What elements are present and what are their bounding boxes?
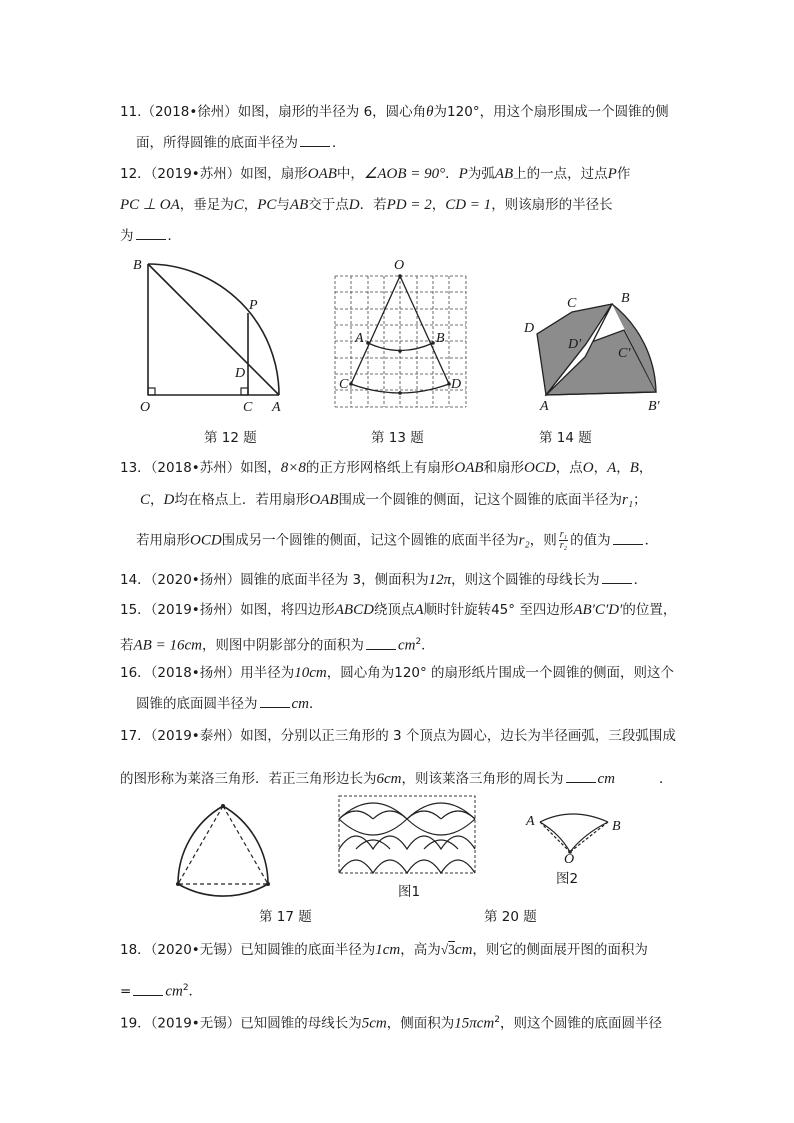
answer-blank[interactable] [602,570,632,584]
reuleaux-triangle [178,806,268,896]
label-d: D [451,377,462,392]
q17-line2: 的图形称为莱洛三角形．若正三角形边长为6cm，则该莱洛三角形的周长为 cm ． [120,771,673,787]
q15-line2: 若AB = 16cm，则图中阴影部分的面积为 $cm^2$． [120,637,435,654]
answer-blank[interactable] [136,226,166,240]
chord-ab [148,264,279,395]
figure-13-caption: 第 13 题 [371,430,424,446]
answer-blank[interactable] [613,531,643,545]
label-o: O [394,258,405,273]
right-angle-c [241,388,248,395]
right-angle-o [148,388,155,395]
answer-blank[interactable] [366,636,396,650]
q18-line2: = $cm^2$． [120,983,203,1000]
figure-13 [328,258,473,413]
q18-line1: 18．（2020•无锡）已知圆锥的底面半径为1cm，高为√3cm，则它的侧面展开图的面积为 [120,942,648,958]
answer-blank[interactable] [566,769,596,783]
figure-20-2 [520,808,630,867]
inner-equilateral-triangle [178,806,268,884]
q13-line2: C，D均在格点上．若用扇形OAB围成一个圆锥的侧面，记这个圆锥的底面半径为r₁； [140,492,647,508]
label-c: C [243,400,253,415]
answer-blank[interactable] [260,694,290,708]
figure-12 [130,255,290,415]
label-p: P [249,298,258,313]
q15-line1: 15．（2019•扬州）如图，将四边形ABCD绕顶点A顺时针旋转45° 至四边形AB′C′D′的位置， [120,602,677,618]
figure-14 [520,290,660,420]
figure-20-2-label: 图2 [556,871,579,887]
label-b: B [621,291,630,306]
sqrt-3: √3 [440,942,455,957]
q11-line1: 11.（2018•徐州）如图，扇形的半径为 6，圆心角θ为120°，用这个扇形围成一个圆锥的侧 [120,104,669,120]
label-o: O [140,400,151,415]
figure-20-caption: 第 20 题 [484,909,537,925]
label-a: A [355,331,364,346]
q12-line3: 为 ． [120,228,181,244]
label-b-prime: B′ [648,399,660,414]
label-c: C [567,296,577,311]
figure-20-1 [336,793,478,878]
label-d: D [524,321,535,336]
label-b: B [133,258,142,273]
q12-line1: 12．（2019•苏州）如图，扇形OAB中，∠AOB = 90°．P为弧AB上的一点，过点P作 [120,166,631,182]
figure-17 [170,800,276,892]
label-d: D [235,366,246,381]
label-a: A [272,400,281,415]
figure-20-1-label: 图1 [398,884,421,900]
answer-blank[interactable] [133,982,163,996]
figure-14-caption: 第 14 题 [539,430,592,446]
label-b: B [436,331,445,346]
q12-line2: PC ⊥ OA，垂足为C，PC与AB交于点D．若PD = 2，CD = 1，则该扇形的半径长 [120,197,613,213]
label-d-prime: D′ [568,337,582,352]
label-b: B [612,819,621,834]
q19-line: 19．（2019•无锡）已知圆锥的母线长为5cm，侧面积为15πcm$^2$，则这个圆锥的底面圆半径 [120,1015,662,1032]
label-a: A [540,399,549,414]
q14-line: 14．（2020•扬州）圆锥的底面半径为 3，侧面积为12π，则这个圆锥的母线长为 ． [120,572,648,588]
label-c: C [339,377,349,392]
answer-blank[interactable] [300,133,330,147]
figure-17-caption: 第 17 题 [259,909,312,925]
q17-line1: 17．（2019•泰州）如图，分别以正三角形的 3 个顶点为圆心，边长为半径画弧，三段弧围成 [120,728,676,744]
label-a: A [526,814,535,829]
q16-line2: 圆锥的底面圆半径为 cm． [136,696,323,712]
figure-12-caption: 第 12 题 [204,430,257,446]
q16-line1: 16．（2018•扬州）用半径为10cm，圆心角为120° 的扇形纸片围成一个圆锥的侧面，则这个 [120,665,675,681]
q13-line3: 若用扇形OCD围成另一个圆锥的侧面，记这个圆锥的底面半径为r₂，则 $\frac{\text{r₁}}{\text{r₂}}$ 的值为 ． [136,529,659,551]
label-o: O [564,852,575,867]
label-c-prime: C′ [618,346,631,361]
q13-line1: 13．（2018•苏州）如图，8×8的正方形网格纸上有扇形OAB和扇形OCD，点O，A，B， [120,460,653,476]
q11-line2: 面，所得圆锥的底面半径为 ． [136,135,346,151]
fraction-r1-over-r2: $\frac{\text{r₁}}{\text{r₂}}$ [559,529,568,551]
